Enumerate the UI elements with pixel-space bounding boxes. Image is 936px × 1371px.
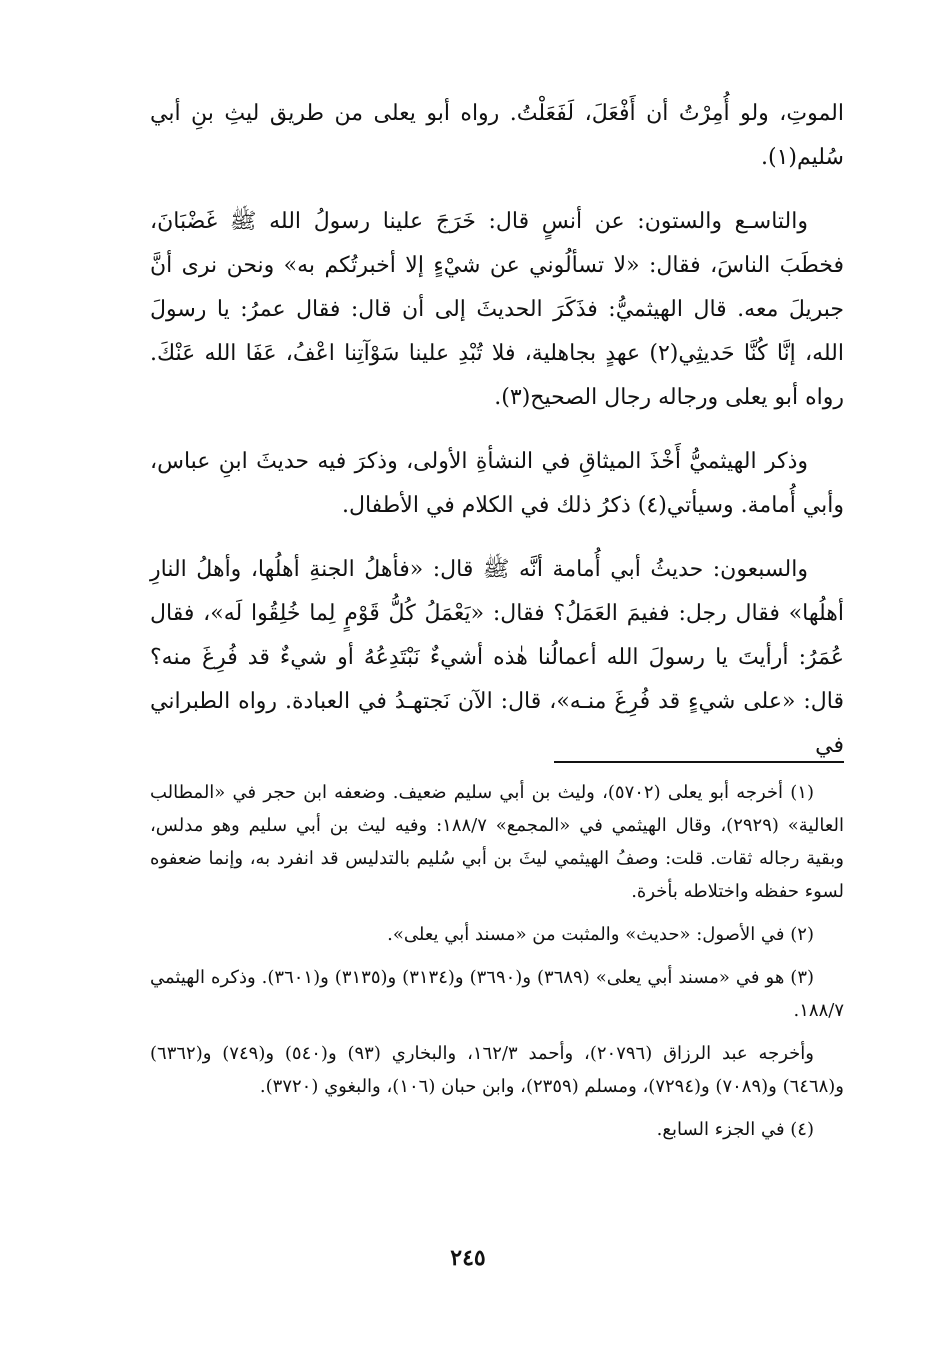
footnotes <box>150 776 844 1156</box>
paragraph-2: والتاسـع والستون: عن أنسٍ قال: خَرَجَ علينا رسولُ الله ﷺ غَضْبَانَ، فخطَبَ الناسَ، فقال: «لا تسألُوني عن شيْءٍ إلا أخبرتُكم به» ونحن نرى أنَّ جبريلَ معه. قال الهيثميُّ: فذَكَرَ الحديثَ إلى أن قال: فقال عمرُ: يا رسولَ الله، إنَّا كُنَّا حَديثِي(٢) عهدٍ بجاهلية، فلا تُبْدِ علينا سَوْآتِنا اعْفُ، عَفَا الله عَنْكَ. رواه أبو يعلى ورجاله رجال الصحيح(٣). <box>150 209 844 410</box>
footnote-3: (٣) هو في «مسند أبي يعلى» (٣٦٨٩) و(٣٦٩٠) و(٣١٣٤) و(٣١٣٥) و(٣٦٠١). وذكره الهيثمي ١٨٨/٧. <box>150 967 844 1021</box>
footnote-divider <box>554 761 844 763</box>
page-number: ٢٤٥ <box>450 1245 486 1271</box>
paragraph-3: وذكر الهيثميُّ أَخْذَ الميثاقِ في النشأةِ الأولى، وذكرَ فيه حديثَ ابنِ عباس، وأبي أُمامة. وسيأتي(٤) ذكرُ ذلك في الكلام في الأطفال. <box>150 449 844 518</box>
footnote-3-continued: وأخرجه عبد الرزاق (٢٠٧٩٦)، وأحمد ١٦٢/٣، والبخاري (٩٣) و(٥٤٠) و(٧٤٩) و(٦٣٦٢) و(٦٤٦٨) و(٧٠٨٩) و(٧٢٩٤)، ومسلم (٢٣٥٩)، وابن حبان (١٠٦)، والبغوي (٣٧٢٠). <box>150 1043 844 1097</box>
main-text <box>150 92 844 788</box>
paragraph-4: والسبعون: حديثُ أبي أُمامة أنَّه ﷺ قال: «فأهلُ الجنةِ أهلُها، وأهلُ النارِ أهلُها» فقال رجل: ففيمَ العَمَلُ؟ فقال: «يَعْمَلُ كُلُّ قَوْمٍ لِما خُلِقُوا لَه»، فقال عُمَرُ: أرأيتَ يا رسولَ الله أعمالُنا هٰذه أشيءٌ نَبْتَدِعُهُ أو شيءٌ قد فُرِغَ منه؟ قال: «على شيءٍ قد فُرِغَ منـه»، قال: الآن نَجتهـدُ في العبادة. رواه الطبراني في <box>150 557 844 758</box>
footnote-1: (١) أخرجه أبو يعلى (٥٧٠٢)، وليث بن أبي سليم ضعيف. وضعفه ابن حجر في «المطالب العالية» (٢٩٢٩)، وقال الهيثمي في «المجمع» ١٨٨/٧: وفيه ليث بن أبي سليم وهو مدلس، وبقية رجاله ثقات. قلت: وصفُ الهيثمي ليثَ بن أبي سُليم بالتدليس قد انفرد به، وإنما ضعفوه لسوء حفظه واختلاطه بأخرة. <box>150 782 844 902</box>
paragraph-1: الموتِ، ولو أُمِرْتُ أن أَفْعَلَ، لَفَعَلْتُ. رواه أبو يعلى من طريق ليثِ بنِ أبي سُليم(١). <box>150 101 844 170</box>
footnote-4: (٤) في الجزء السابع. <box>656 1119 814 1140</box>
footnote-2: (٢) في الأصول: «حديث» والمثبت من «مسند أبي يعلى». <box>387 924 814 945</box>
